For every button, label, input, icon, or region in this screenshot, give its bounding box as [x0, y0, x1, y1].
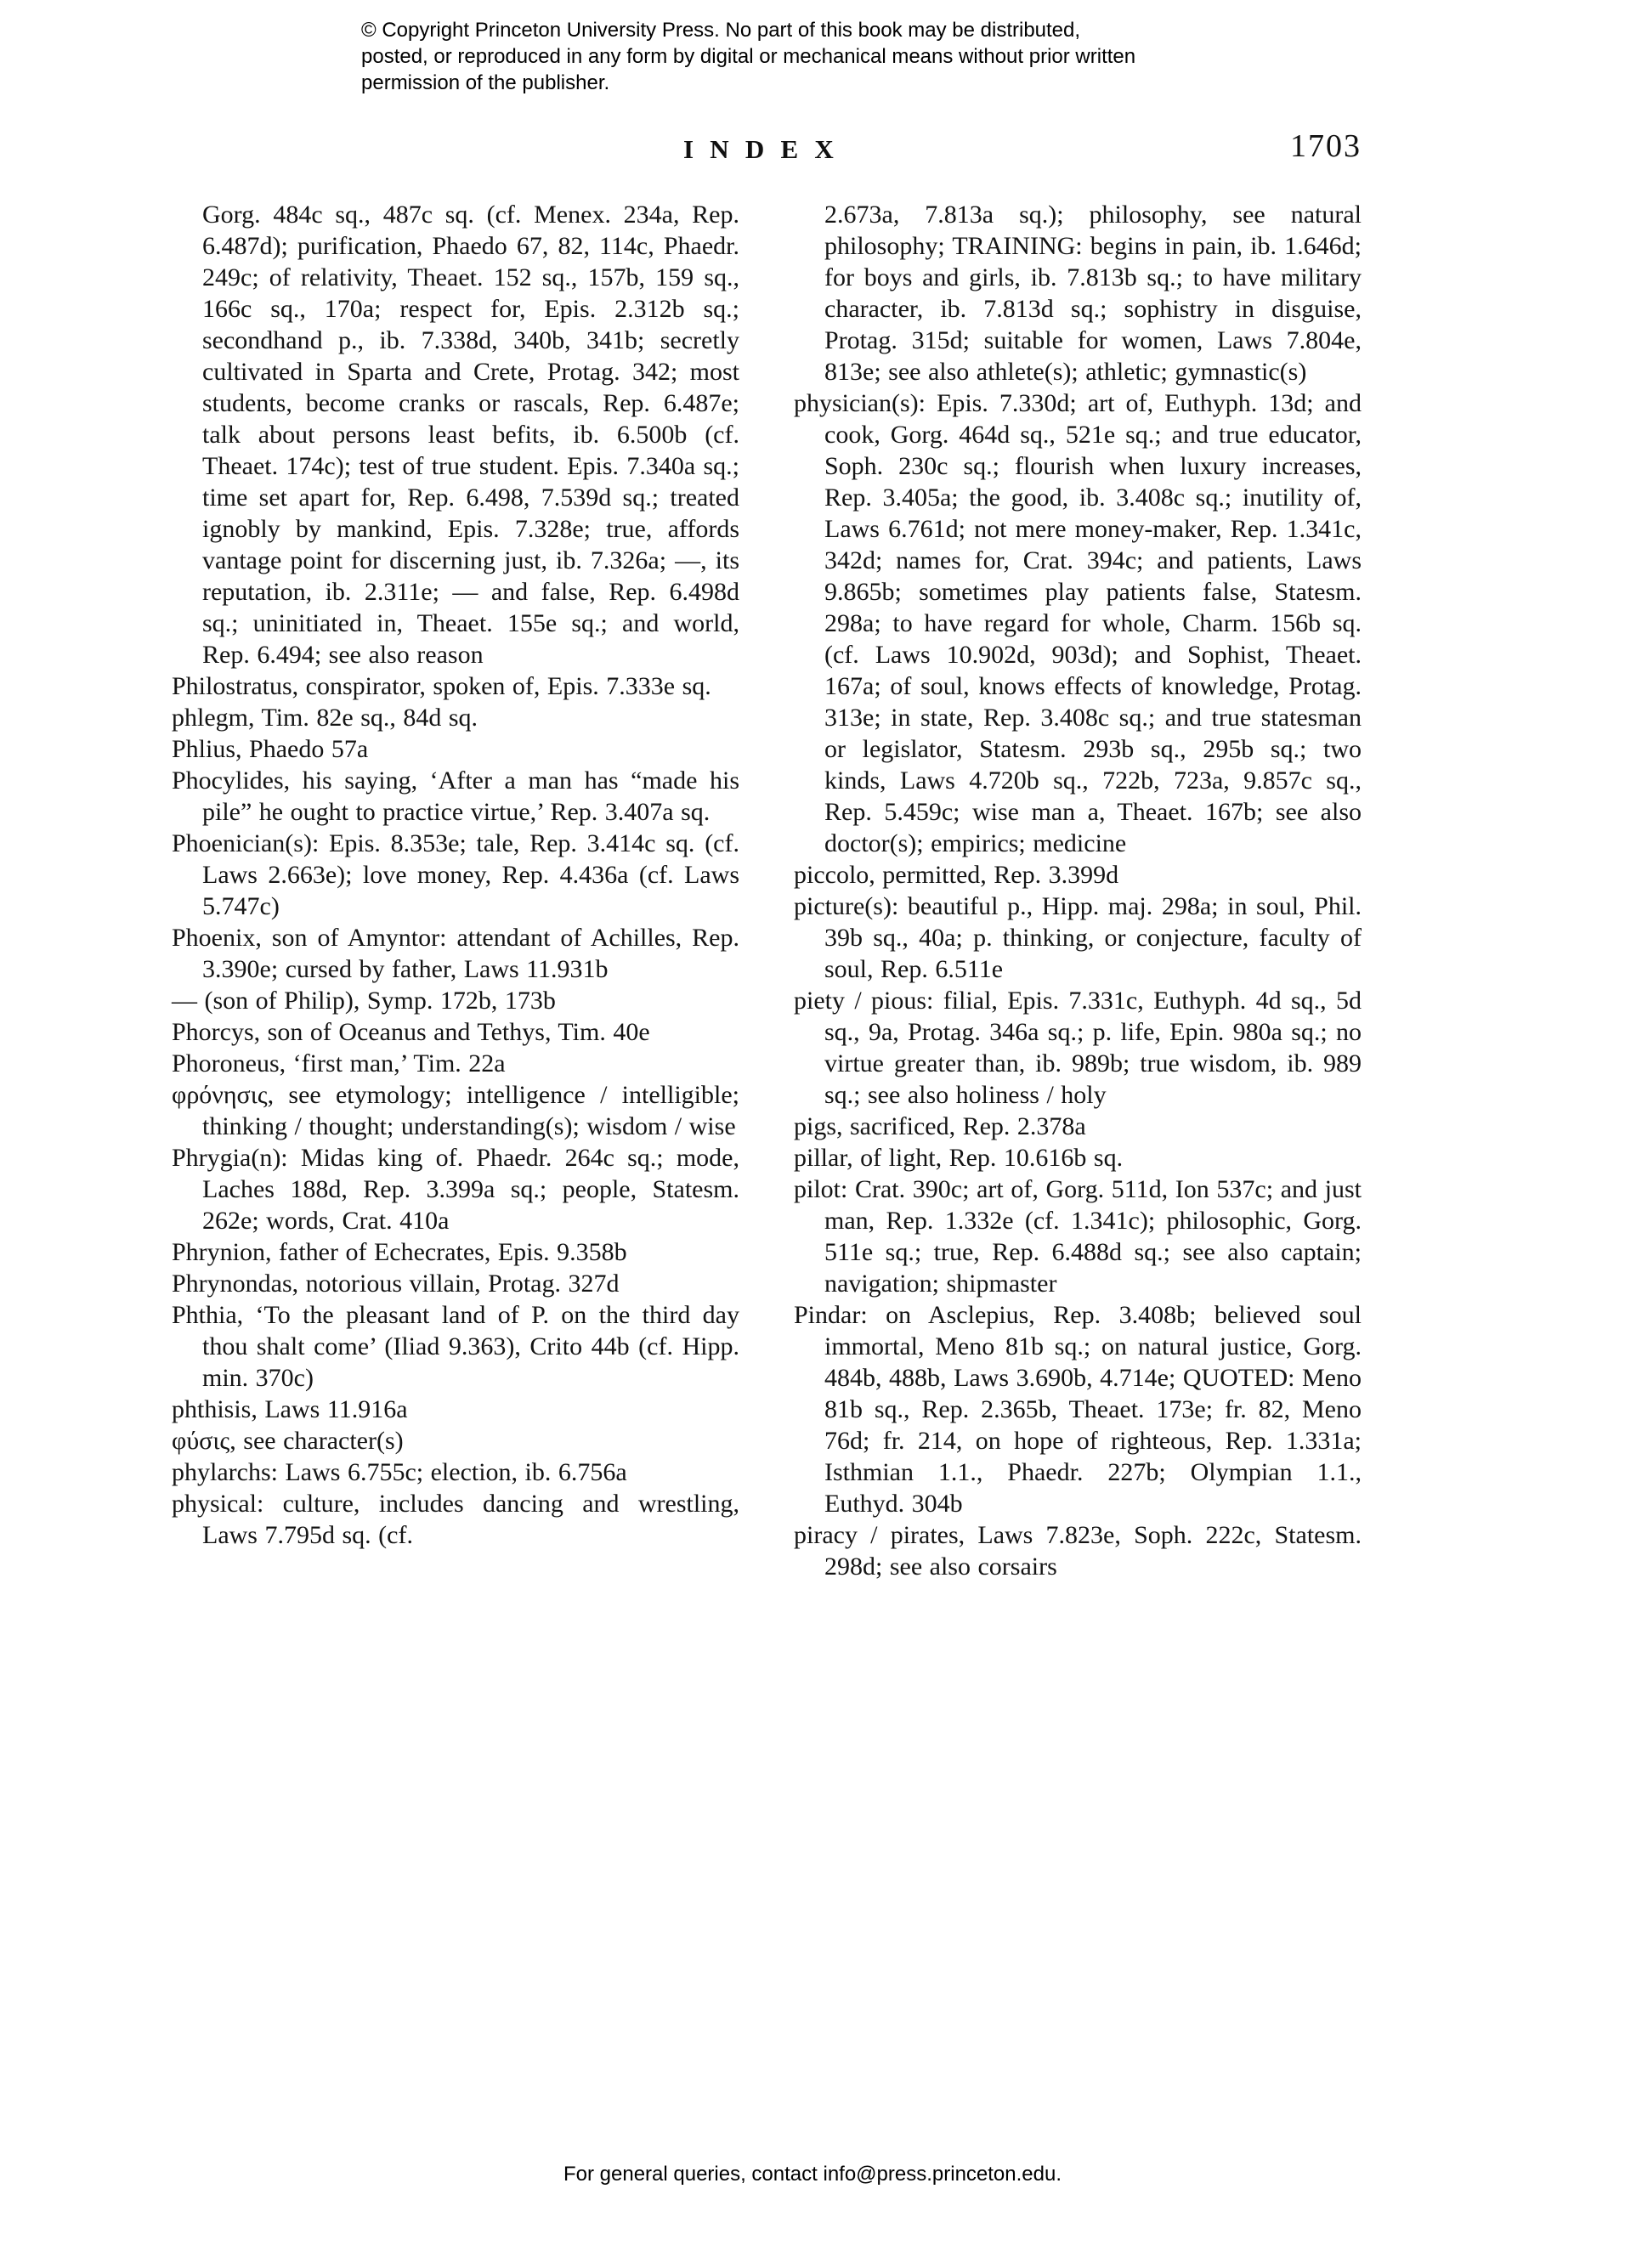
index-entry: pillar, of light, Rep. 10.616b sq.	[794, 1144, 1124, 1172]
index-entry: Philostratus, conspirator, spoken of, Epis. 7.333e sq.	[172, 672, 711, 700]
index-entry: φύσις, see character(s)	[172, 1427, 404, 1455]
index-entry: Phrynondas, notorious villain, Protag. 327d	[172, 1270, 620, 1298]
footer-contact: For general queries, contact info@press.princeton.edu.	[563, 2163, 1062, 2186]
index-entry: phylarchs: Laws 6.755c; election, ib. 6.756a	[172, 1458, 627, 1486]
index-entry: Phocylides, his saying, ‘After a man has “made his pile” he ought to practice virtue,’ Rep. 3.407a sq.	[172, 766, 739, 826]
copyright-notice: © Copyright Princeton University Press. No part of this book may be distributed, posted, or reproduced in any form by digital or mechanical means without prior written permission of the publisher.	[361, 19, 1136, 94]
index-entry: picture(s): beautiful p., Hipp. maj. 298a; in soul, Phil. 39b sq., 40a; p. thinking, or conjecture, faculty of soul, Rep. 6.511e	[794, 892, 1362, 983]
index-columns	[172, 199, 1362, 1582]
index-entry-continuation: 2.673a, 7.813a sq.); philosophy, see natural philosophy; TRAINING: begins in pain, ib. 1.646d; for boys and girls, ib. 7.813b sq.; to have military character, ib. 7.813d sq.; sophistry in disguise, Protag. 315d; suitable for women, Laws 7.804e, 813e; see also athlete(s); athletic; gymnastic(s)	[824, 201, 1362, 386]
index-entry: Phoenician(s): Epis. 8.353e; tale, Rep. 3.414c sq. (cf. Laws 2.663e); love money, Rep. 4.436a (cf. Laws 5.747c)	[172, 829, 739, 920]
index-entry: φρόνησις, see etymology; intelligence / intelligible; thinking / thought; understanding(s); wisdom / wise	[172, 1081, 739, 1140]
index-entry: piccolo, permitted, Rep. 3.399d	[794, 861, 1119, 889]
index-entry: Phoenix, son of Amyntor: attendant of Achilles, Rep. 3.390e; cursed by father, Laws 11.931b	[172, 924, 739, 983]
page-title: INDEX	[682, 134, 851, 164]
index-entry: pilot: Crat. 390c; art of, Gorg. 511d, Ion 537c; and just man, Rep. 1.332e (cf. 1.341c); philosophic, Gorg. 511e sq.; true, Rep. 6.488d sq.; see also captain; navigation; shipmaster	[794, 1175, 1362, 1298]
index-entry: Pindar: on Asclepius, Rep. 3.408b; believed soul immortal, Meno 81b sq.; on natural justice, Gorg. 484b, 488b, Laws 3.690b, 4.714e; QUOTED: Meno 81b sq., Rep. 2.365b, Theaet. 173e; fr. 82, Meno 76d; fr. 214, on hope of righteous, Rep. 1.331a; Isthmian 1.1., Phaedr. 227b; Olympian 1.1., Euthyd. 304b	[794, 1301, 1362, 1518]
index-entry: Phrygia(n): Midas king of. Phaedr. 264c sq.; mode, Laches 188d, Rep. 3.399a sq.; people, Statesm. 262e; words, Crat. 410a	[172, 1144, 739, 1235]
index-entry: Phrynion, father of Echecrates, Epis. 9.358b	[172, 1238, 627, 1266]
index-entry: phthisis, Laws 11.916a	[172, 1395, 408, 1423]
index-entry: phlegm, Tim. 82e sq., 84d sq.	[172, 704, 478, 732]
index-entry: pigs, sacrificed, Rep. 2.378a	[794, 1112, 1086, 1140]
index-entry: Phlius, Phaedo 57a	[172, 735, 369, 763]
index-entry: piety / pious: filial, Epis. 7.331c, Euthyph. 4d sq., 5d sq., 9a, Protag. 346a sq.; p. life, Epin. 980a sq.; no virtue greater than, ib. 989b; true wisdom, ib. 989 sq.; see also holiness / holy	[794, 987, 1362, 1109]
index-entry-continuation: Gorg. 484c sq., 487c sq. (cf. Menex. 234a, Rep. 6.487d); purification, Phaedo 67, 82, 114c, Phaedr. 249c; of relativity, Theaet. 152 sq., 157b, 159 sq., 166c sq., 170a; respect for, Epis. 2.312b sq.; secondhand p., ib. 7.338d, 340b, 341b; secretly cultivated in Sparta and Crete, Protag. 342; most students, become cranks or rascals, Rep. 6.487e; talk about persons least befits, ib. 6.500b (cf. Theaet. 174c); test of true student. Epis. 7.340a sq.; time set apart for, Rep. 6.498, 7.539d sq.; treated ignobly by mankind, Epis. 7.328e; true, affords vantage point for discerning just, ib. 7.326a; —, its reputation, ib. 2.311e; — and false, Rep. 6.498d sq.; uninitiated in, Theaet. 155e sq.; and world, Rep. 6.494; see also reason	[202, 201, 739, 669]
page-header	[172, 127, 1362, 175]
index-entry: Phoroneus, ‘first man,’ Tim. 22a	[172, 1049, 506, 1077]
index-entry: piracy / pirates, Laws 7.823e, Soph. 222c, Statesm. 298d; see also corsairs	[794, 1521, 1362, 1581]
index-entry: physical: culture, includes dancing and wrestling, Laws 7.795d sq. (cf.	[172, 1490, 739, 1549]
index-entry: Phthia, ‘To the pleasant land of P. on the third day thou shalt come’ (Iliad 9.363), Crito 44b (cf. Hipp. min. 370c)	[172, 1301, 739, 1392]
index-column-left	[172, 199, 739, 1582]
index-column-right	[794, 199, 1362, 1582]
index-entry: physician(s): Epis. 7.330d; art of, Euthyph. 13d; and cook, Gorg. 464d sq., 521e sq.; and true educator, Soph. 230c sq.; flourish when luxury increases, Rep. 3.405a; the good, ib. 3.408c sq.; inutility of, Laws 6.761d; not mere money-maker, Rep. 1.341c, 342d; names for, Crat. 394c; and patients, Laws 9.865b; sometimes play patients false, Statesm. 298a; to have regard for whole, Charm. 156b sq. (cf. Laws 10.902d, 903d); and Sophist, Theaet. 167a; of soul, knows effects of knowledge, Protag. 313e; in state, Rep. 3.408c sq.; and true statesman or legislator, Statesm. 293b sq., 295b sq.; two kinds, Laws 4.720b sq., 722b, 723a, 9.857c sq., Rep. 5.459c; wise man a, Theaet. 167b; see also doctor(s); empirics; medicine	[794, 389, 1362, 857]
index-entry: Phorcys, son of Oceanus and Tethys, Tim. 40e	[172, 1018, 650, 1046]
page-number: 1703	[1290, 128, 1362, 164]
index-entry: — (son of Philip), Symp. 172b, 173b	[172, 987, 556, 1015]
